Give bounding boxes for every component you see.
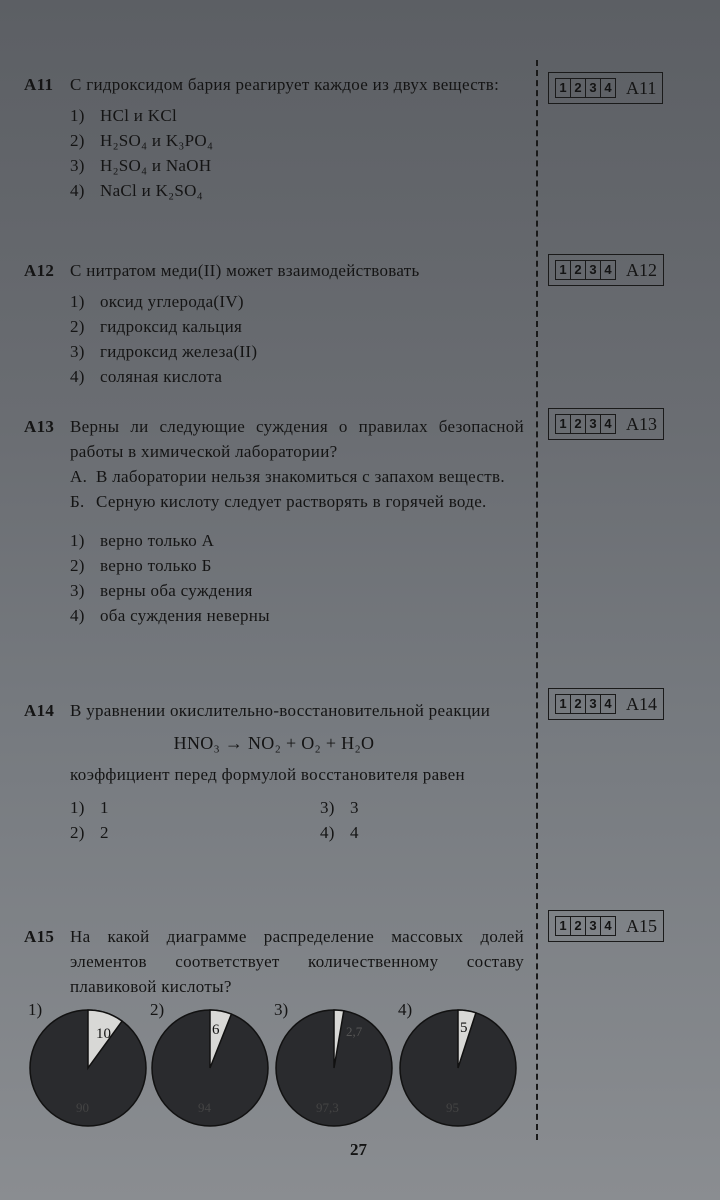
answer-cell[interactable]: 2 xyxy=(571,261,586,279)
pie-diagrams xyxy=(20,1000,540,1130)
answer-cell[interactable]: 4 xyxy=(604,918,612,933)
answer-cell[interactable]: 3 xyxy=(586,261,601,279)
option: 2) 2 xyxy=(70,823,109,842)
answer-box-label: A11 xyxy=(626,77,657,98)
diagram-label: 1) xyxy=(28,1000,43,1019)
option: 2) гидроксид кальция xyxy=(70,317,243,336)
answer-cells[interactable] xyxy=(555,694,616,714)
option: 1) оксид углерода(IV) xyxy=(70,292,244,311)
question-number: A13 xyxy=(24,417,55,436)
answer-box-a12[interactable] xyxy=(548,254,664,286)
pie-value-small: 6 xyxy=(212,1022,220,1038)
answer-box-label: A15 xyxy=(626,915,657,936)
pie-value-large: 94 xyxy=(198,1100,211,1115)
question-a13 xyxy=(24,414,524,628)
question-text: Верны ли следующие суждения о правилах безопасной работы в химической лаборатории? xyxy=(70,417,524,461)
answer-cells[interactable] xyxy=(555,414,616,434)
pie-diagram-3 xyxy=(274,1008,394,1128)
option: 1) верно только А xyxy=(70,531,215,550)
answer-cells[interactable] xyxy=(555,78,616,98)
pie-value-large: 97,3 xyxy=(316,1100,339,1115)
question-number: A15 xyxy=(24,927,55,946)
option: 3) 3 xyxy=(320,798,359,817)
question-text: В уравнении окислительно-восстановительной реакции xyxy=(70,701,491,720)
answer-box-label: A14 xyxy=(626,693,657,714)
question-text: С гидроксидом бария реагирует каждое из двух веществ: xyxy=(70,75,500,94)
pie-value-large: 95 xyxy=(446,1100,459,1115)
diagram-label: 2) xyxy=(150,1000,165,1019)
question-number: A12 xyxy=(24,261,55,280)
question-text-continued: коэффициент перед формулой восстановителя равен xyxy=(70,765,465,784)
answer-cell[interactable]: 1 xyxy=(556,917,571,935)
question-a14 xyxy=(24,698,524,845)
answer-cell[interactable]: 3 xyxy=(586,79,601,97)
pie-value-large: 90 xyxy=(76,1100,89,1115)
diagram-label: 3) xyxy=(274,1000,289,1019)
option: 3) верны оба суждения xyxy=(70,581,253,600)
option: 1) HCl и KCl xyxy=(70,106,177,125)
reaction-equation: HNO₃ → NO₂ + O₂ + H₂O xyxy=(173,733,375,753)
answer-cell[interactable]: 4 xyxy=(604,416,612,431)
answer-cell[interactable]: 2 xyxy=(571,79,586,97)
answer-cell[interactable]: 4 xyxy=(604,80,612,95)
pie-value-small: 5 xyxy=(460,1020,468,1036)
question-a12 xyxy=(24,258,524,389)
pie-value-small: 10 xyxy=(96,1026,111,1042)
answer-cells[interactable] xyxy=(555,916,616,936)
option: 4) оба суждения неверны xyxy=(70,606,270,625)
answer-cell[interactable]: 4 xyxy=(604,262,612,277)
answer-cell[interactable]: 1 xyxy=(556,415,571,433)
answer-cell[interactable]: 1 xyxy=(556,695,571,713)
question-number: A11 xyxy=(24,75,54,94)
answer-box-a11[interactable] xyxy=(548,72,663,104)
answer-box-label: A12 xyxy=(626,259,657,280)
answer-cell[interactable]: 3 xyxy=(586,917,601,935)
answer-box-a15[interactable] xyxy=(548,910,664,942)
option: 1) 1 xyxy=(70,798,109,817)
answer-box-a13[interactable] xyxy=(548,408,664,440)
question-a11 xyxy=(24,72,524,203)
question-text: На какой диаграмме распределение массовых долей элементов соответствует количественному составу плавиковой кислоты? xyxy=(70,927,524,996)
answer-cell[interactable]: 3 xyxy=(586,415,601,433)
option: 4) NaCl и K₂SO₄ xyxy=(70,181,203,200)
pie-diagram-4 xyxy=(398,1008,518,1128)
answer-box-a14[interactable] xyxy=(548,688,664,720)
answer-cells[interactable] xyxy=(555,260,616,280)
option: 2) верно только Б xyxy=(70,556,212,575)
answer-cell[interactable]: 3 xyxy=(586,695,601,713)
option: 3) H₂SO₄ и NaOH xyxy=(70,156,212,175)
answer-cell[interactable]: 2 xyxy=(571,415,586,433)
answer-cell[interactable]: 1 xyxy=(556,79,571,97)
option: 3) гидроксид железа(II) xyxy=(70,342,258,361)
answer-cell[interactable]: 1 xyxy=(556,261,571,279)
diagram-label: 4) xyxy=(398,1000,413,1019)
pie-value-small: 2,7 xyxy=(346,1024,363,1039)
answer-cell[interactable]: 2 xyxy=(571,917,586,935)
answer-cell[interactable]: 2 xyxy=(571,695,586,713)
option: 4) соляная кислота xyxy=(70,367,223,386)
question-a15 xyxy=(24,924,524,999)
question-text: С нитратом меди(II) может взаимодействовать xyxy=(70,261,420,280)
answer-box-label: A13 xyxy=(626,413,657,434)
pie-diagram-2 xyxy=(150,1008,270,1128)
answer-cell[interactable]: 4 xyxy=(604,696,612,711)
option: 4) 4 xyxy=(320,823,359,842)
statement-a: А. В лаборатории нельзя знакомиться с запахом веществ. xyxy=(70,467,505,486)
cut-line xyxy=(536,60,538,1140)
question-number: A14 xyxy=(24,701,55,720)
statement-b: Б. Серную кислоту следует растворять в горячей воде. xyxy=(70,492,487,511)
option: 2) H₂SO₄ и K₃PO₄ xyxy=(70,131,214,150)
page-number: 27 xyxy=(350,1140,367,1159)
pie-diagram-1 xyxy=(28,1008,148,1128)
